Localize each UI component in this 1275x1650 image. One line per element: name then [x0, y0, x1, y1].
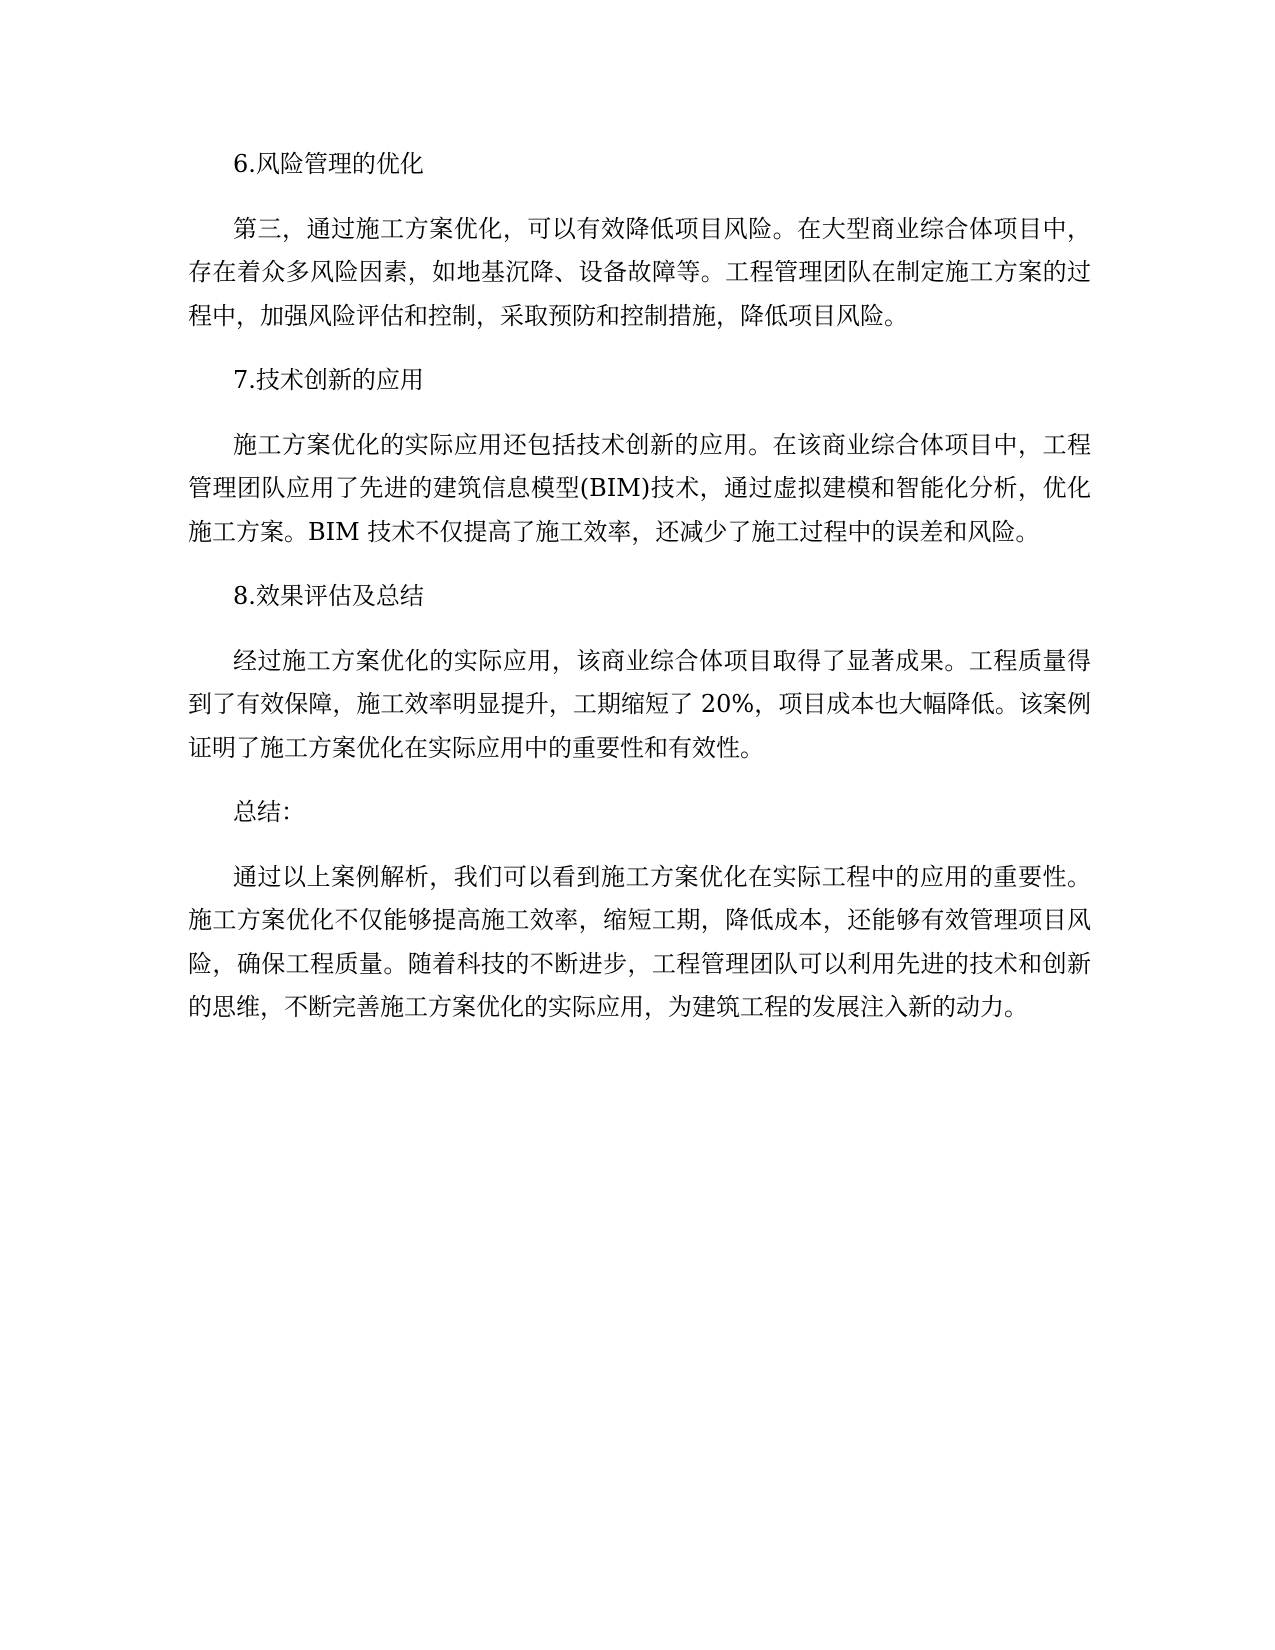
section-7-heading: 7.技术创新的应用 — [233, 366, 424, 394]
section-6-heading: 6.风险管理的优化 — [233, 150, 424, 178]
document-body — [188, 143, 1091, 1051]
section-6-paragraph: 第三，通过施工方案优化，可以有效降低项目风险。在大型商业综合体项目中，存在着众多风险因素，如地基沉降、设备故障等。工程管理团队在制定施工方案的过程中，加强风险评估和控制，采取预防和控制措施，降低项目风险。 — [188, 214, 1091, 330]
section-8-paragraph: 经过施工方案优化的实际应用，该商业综合体项目取得了显著成果。工程质量得到了有效保障，施工效率明显提升，工期缩短了 20%，项目成本也大幅降低。该案例证明了施工方案优化在实际应用中的重要性和有效性。 — [188, 646, 1091, 762]
summary-paragraph: 通过以上案例解析，我们可以看到施工方案优化在实际工程中的应用的重要性。施工方案优化不仅能够提高施工效率，缩短工期，降低成本，还能够有效管理项目风险，确保工程质量。随着科技的不断进步，工程管理团队可以利用先进的技术和创新的思维，不断完善施工方案优化的实际应用，为建筑工程的发展注入新的动力。 — [188, 862, 1091, 1021]
section-8-heading: 8.效果评估及总结 — [233, 582, 424, 610]
section-7-paragraph: 施工方案优化的实际应用还包括技术创新的应用。在该商业综合体项目中，工程管理团队应用了先进的建筑信息模型(BIM)技术，通过虚拟建模和智能化分析，优化施工方案。BIM 技术不仅提高了施工效率，还减少了施工过程中的误差和风险。 — [188, 430, 1091, 546]
summary-heading: 总结： — [233, 798, 305, 826]
